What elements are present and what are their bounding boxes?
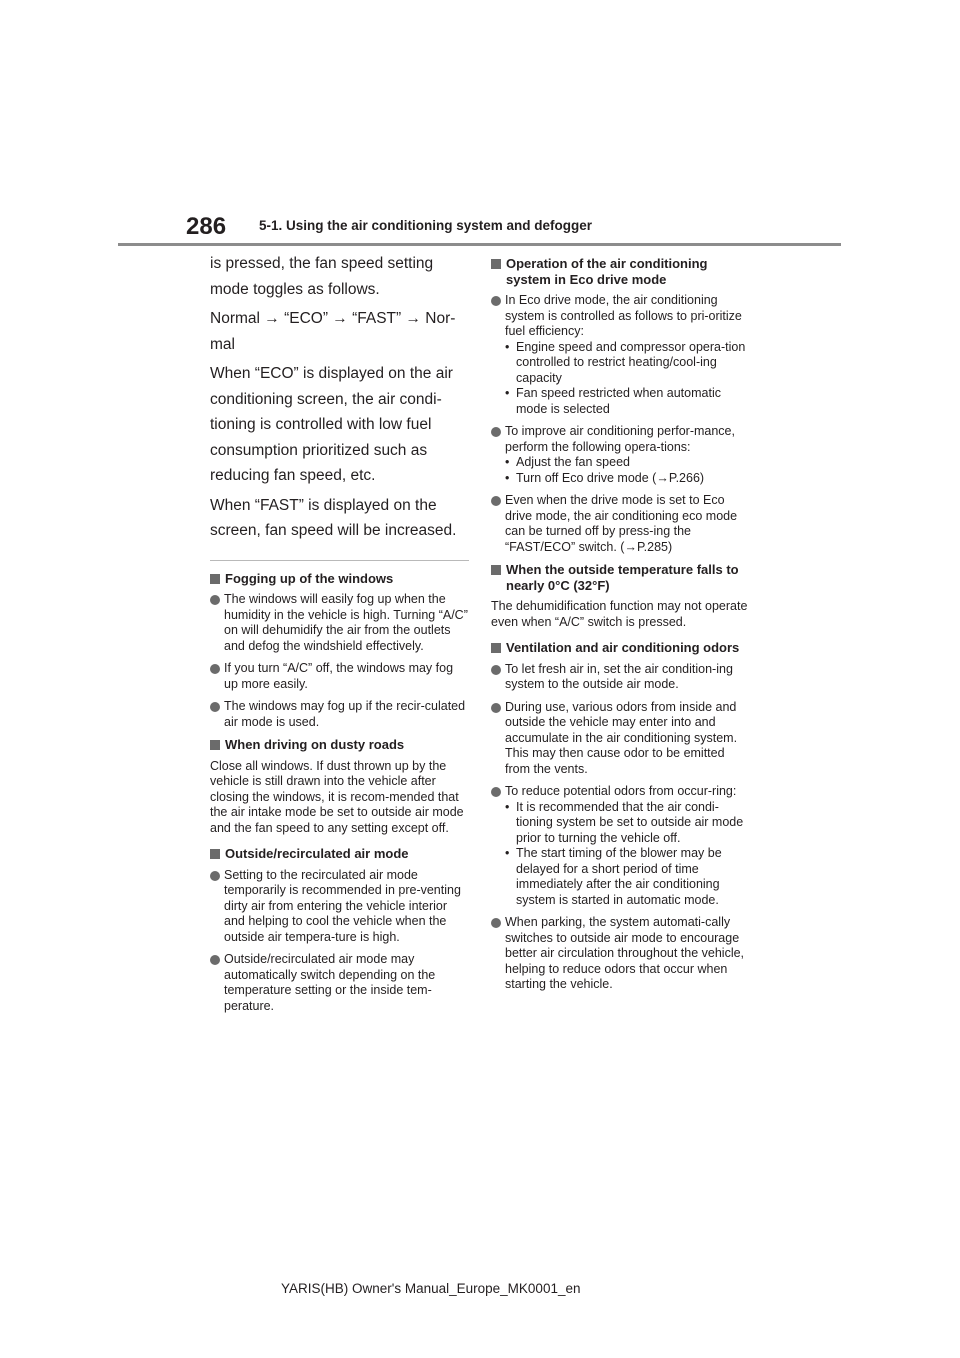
bullet-item xyxy=(491,662,753,693)
note-heading-text: Outside/recirculated air mode xyxy=(225,846,409,861)
note-heading-outside-temp xyxy=(491,562,753,593)
page-reference-link[interactable]: Turn off Eco drive mode (→P.266) xyxy=(516,470,705,485)
bullet-text: Setting to the recirculated air mode temporarily is recommended in pre-venting dirty air from entering the vehicle interior and helping to cool the vehicle when the outside air tempera-ture is high. xyxy=(224,867,461,944)
sub-bullet-marker: • xyxy=(505,846,510,860)
note-heading-text: Operation of the air conditioning system in Eco drive mode xyxy=(506,256,708,287)
bullet-text: In Eco drive mode, the air conditioning system is controlled as follows to pri-oritize fuel efficiency: xyxy=(505,293,742,338)
sub-item-text: It is recommended that the air condi-tioning system be set to outside air mode prior to turning the vehicle off. xyxy=(516,799,744,845)
sub-bullet-marker: • xyxy=(505,455,510,469)
sub-item xyxy=(505,800,753,847)
sub-item-text: Adjust the fan speed xyxy=(516,455,630,469)
sub-item-text: The start timing of the blower may be delayed for a short period of time immediately after the air conditioning system is started in automatic mode. xyxy=(516,846,722,907)
bullet-text: To improve air conditioning perfor-mance, perform the following opera-tions: xyxy=(505,424,735,454)
sub-item xyxy=(505,846,753,908)
sub-item-text: Fan speed restricted when automatic mode is selected xyxy=(516,386,721,416)
sub-bullet-marker: • xyxy=(505,386,510,400)
bullet-text: The windows will easily fog up when the humidity in the vehicle is high. Turning “A/C” on will dehumidify the air from the outlets and defog the windshield effectively. xyxy=(224,592,468,653)
intro-block xyxy=(210,251,470,544)
intro-paragraph: When “FAST” is displayed on the screen, fan speed will be increased. xyxy=(210,496,457,539)
sub-item xyxy=(505,471,753,487)
bullet-text: During use, various odors from inside and outside the vehicle may enter into and accumulate in the air conditioning system. This may then cause odor to be emitted from the vents. xyxy=(505,699,738,776)
round-bullet-icon xyxy=(491,427,501,437)
bullet-text: To let fresh air in, set the air condition-ing system to the outside air mode. xyxy=(505,661,733,691)
note-heading-fogging xyxy=(210,571,470,587)
bullet-item xyxy=(210,592,470,654)
note-heading-text: When driving on dusty roads xyxy=(225,737,405,752)
header-rule xyxy=(118,243,841,246)
bullet-text: If you turn “A/C” off, the windows may fog up more easily. xyxy=(224,661,454,691)
section-title: 5-1. Using the air conditioning system and defogger xyxy=(259,218,593,233)
sub-bullet-marker: • xyxy=(505,470,510,485)
square-bullet-icon xyxy=(210,574,220,584)
note-heading-text: Fogging up of the windows xyxy=(225,570,394,586)
bullet-item xyxy=(210,699,470,730)
note-heading-text: Ventilation and air conditioning odors xyxy=(506,640,740,655)
bullet-item xyxy=(210,661,470,692)
note-heading-text: When the outside temperature falls to nearly 0°C (32°F) xyxy=(506,562,739,593)
bullet-item xyxy=(491,293,753,417)
square-bullet-icon xyxy=(491,565,501,575)
bullet-item xyxy=(491,915,753,993)
bullet-text: To reduce potential odors from occur-ring: xyxy=(505,784,737,798)
bullet-text: When parking, the system automati-cally switches to outside air mode to encourage better air circulation throughout the vehicle, helping to reduce odors that occur when starting the vehicle. xyxy=(505,915,745,991)
bullet-item xyxy=(491,424,753,486)
round-bullet-icon xyxy=(210,871,220,881)
round-bullet-icon xyxy=(491,918,501,928)
bullet-item xyxy=(210,952,470,1014)
intro-paragraph: is pressed, the fan speed setting mode toggles as follows. xyxy=(210,255,434,298)
sub-bullet-marker: • xyxy=(505,799,510,814)
intro-paragraph: When “ECO” is displayed on the air conditioning screen, the air condi-tioning is controlled with low fuel consumption prioritized such as reducing fan speed, etc. xyxy=(210,365,453,484)
sub-item xyxy=(505,386,753,417)
bullet-text: The windows may fog up if the recir-culated air mode is used. xyxy=(224,699,466,729)
sub-item xyxy=(505,340,753,387)
square-bullet-icon xyxy=(491,259,501,269)
sub-bullet-marker: • xyxy=(505,339,510,354)
round-bullet-icon xyxy=(491,296,501,306)
bullet-item xyxy=(491,493,753,555)
footer-manual-id: YARIS(HB) Owner's Manual_Europe_MK0001_en xyxy=(281,1281,581,1296)
round-bullet-icon xyxy=(491,496,501,506)
page-number: 286 xyxy=(186,213,227,240)
round-bullet-icon xyxy=(210,702,220,712)
bullet-text: Even when the drive mode is set to Eco drive mode, the air conditioning eco mode can be turned off by press-ing the “FAST/ECO” switch. (→P.285) xyxy=(505,493,738,554)
square-bullet-icon xyxy=(491,643,501,653)
note-paragraph: Close all windows. If dust thrown up by the vehicle is still drawn into the vehicle after closing the windows, it is recom-mended that the air intake mode be set to outside air mode and the fan speed to any setting except off. xyxy=(210,758,464,835)
sub-item-text: Engine speed and compressor opera-tion controlled to restrict heating/cool-ing capacity xyxy=(516,339,746,385)
sub-item xyxy=(505,455,753,471)
note-paragraph: The dehumidification function may not operate even when “A/C” switch is pressed. xyxy=(491,599,748,629)
note-heading-dusty-roads xyxy=(210,737,470,753)
note-heading-air-mode xyxy=(210,846,470,862)
round-bullet-icon xyxy=(210,595,220,605)
square-bullet-icon xyxy=(210,740,220,750)
note-heading-odors xyxy=(491,640,753,656)
round-bullet-icon xyxy=(210,664,220,674)
intro-paragraph: Normal → “ECO” → “FAST” → Nor-mal xyxy=(210,310,456,353)
bullet-item xyxy=(491,700,753,778)
round-bullet-icon xyxy=(491,787,501,797)
note-heading-eco-mode xyxy=(491,256,753,287)
round-bullet-icon xyxy=(491,703,501,713)
right-column xyxy=(491,256,753,1000)
left-column xyxy=(210,251,470,1021)
bullet-item xyxy=(210,868,470,946)
section-divider xyxy=(210,560,469,561)
round-bullet-icon xyxy=(491,665,501,675)
round-bullet-icon xyxy=(210,955,220,965)
bullet-item xyxy=(491,784,753,908)
bullet-text: Outside/recirculated air mode may automatically switch depending on the temperature setting or the inside tem-perature. xyxy=(224,952,436,1013)
square-bullet-icon xyxy=(210,849,220,859)
